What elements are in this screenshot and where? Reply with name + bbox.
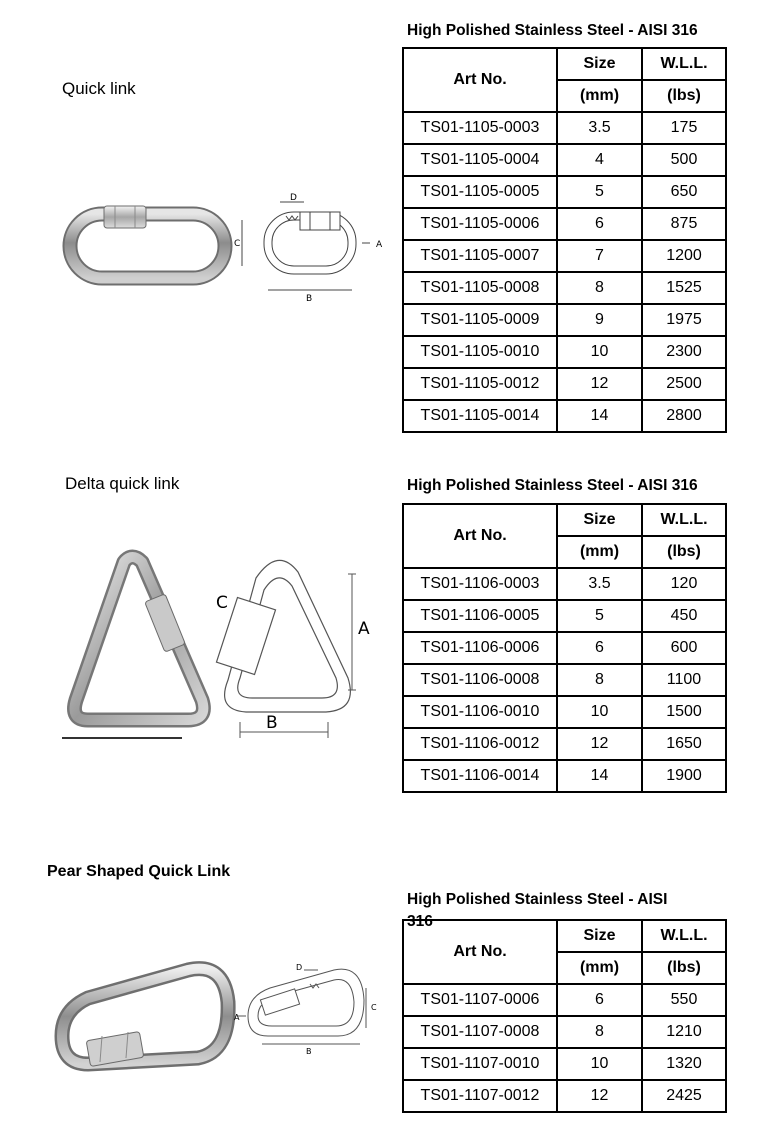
spec-table-quick-link [402,47,727,433]
diagram-label-b: B [306,294,313,304]
table-row [403,568,726,600]
table-row [403,696,726,728]
art-no-cell: TS01-1107-0012 [403,1080,557,1112]
header-wll-unit: (lbs) [642,80,726,112]
table-row [403,664,726,696]
table-row [403,984,726,1016]
diagram-label-c: C [371,1003,377,1012]
art-no-cell: TS01-1106-0010 [403,696,557,728]
table-row [403,176,726,208]
table-row [403,240,726,272]
wll-cell: 875 [642,208,726,240]
size-cell: 6 [557,632,642,664]
wll-cell: 1320 [642,1048,726,1080]
wll-cell: 1500 [642,696,726,728]
table-title-pear-quick-link: High Polished Stainless Steel - AISI [407,891,668,908]
wll-cell: 2800 [642,400,726,432]
size-cell: 10 [557,696,642,728]
art-no-cell: TS01-1106-0006 [403,632,557,664]
wll-cell: 1900 [642,760,726,792]
art-no-cell: TS01-1106-0012 [403,728,557,760]
wll-cell: 2500 [642,368,726,400]
wll-cell: 1210 [642,1016,726,1048]
wll-cell: 1200 [642,240,726,272]
size-cell: 8 [557,664,642,696]
header-size-unit: (mm) [557,536,642,568]
art-no-cell: TS01-1107-0010 [403,1048,557,1080]
size-cell: 5 [557,600,642,632]
size-cell: 9 [557,304,642,336]
size-cell: 6 [557,208,642,240]
size-cell: 12 [557,1080,642,1112]
table-title-overflow-text: 316 [407,913,433,930]
table-row [403,600,726,632]
table-row [403,1048,726,1080]
size-cell: 12 [557,728,642,760]
table-row [403,1080,726,1112]
art-no-cell: TS01-1106-0008 [403,664,557,696]
wll-cell: 650 [642,176,726,208]
header-wll: W.L.L. [642,48,726,80]
header-size: Size [557,48,642,80]
header-wll-unit: (lbs) [642,536,726,568]
size-cell: 10 [557,1048,642,1080]
wll-cell: 2425 [642,1080,726,1112]
table-row [403,336,726,368]
art-no-cell: TS01-1106-0005 [403,600,557,632]
size-cell: 4 [557,144,642,176]
art-no-cell: TS01-1106-0014 [403,760,557,792]
table-row [403,1016,726,1048]
art-no-cell: TS01-1105-0014 [403,400,557,432]
wll-cell: 1100 [642,664,726,696]
spec-table-pear-quick-link [402,919,727,1113]
wll-cell: 600 [642,632,726,664]
table-title-quick-link: High Polished Stainless Steel - AISI 316 [407,22,698,39]
diagram-label-a: A [358,619,370,639]
header-size: Size [557,920,642,952]
section-title-delta-quick-link: Delta quick link [65,474,180,493]
diagram-label-b: B [306,1047,312,1056]
art-no-cell: TS01-1105-0004 [403,144,557,176]
art-no-cell: TS01-1105-0007 [403,240,557,272]
table-row [403,304,726,336]
quick-link-photo [60,200,235,295]
size-cell: 8 [557,272,642,304]
header-wll-unit: (lbs) [642,952,726,984]
section-title-pear-quick-link: Pear Shaped Quick Link [47,863,231,880]
spec-table-delta-quick-link [402,503,727,793]
size-cell: 6 [557,984,642,1016]
size-cell: 14 [557,760,642,792]
header-art-no: Art No. [403,920,557,984]
header-size-unit: (mm) [557,952,642,984]
art-no-cell: TS01-1105-0006 [403,208,557,240]
wll-cell: 175 [642,112,726,144]
size-cell: 10 [557,336,642,368]
wll-cell: 120 [642,568,726,600]
size-cell: 7 [557,240,642,272]
table-title-delta-quick-link: High Polished Stainless Steel - AISI 316 [407,477,698,494]
wll-cell: 2300 [642,336,726,368]
wll-cell: 1525 [642,272,726,304]
size-cell: 14 [557,400,642,432]
header-size: Size [557,504,642,536]
wll-cell: 1975 [642,304,726,336]
header-size-unit: (mm) [557,80,642,112]
table-row [403,760,726,792]
pear-quick-link-photo [48,960,238,1080]
size-cell: 5 [557,176,642,208]
size-cell: 3.5 [557,112,642,144]
table-row [403,728,726,760]
diagram-label-c: C [234,239,241,249]
diagram-label-a: A [376,240,383,250]
header-wll: W.L.L. [642,504,726,536]
table-row [403,368,726,400]
size-cell: 3.5 [557,568,642,600]
header-art-no: Art No. [403,48,557,112]
wll-cell: 500 [642,144,726,176]
art-no-cell: TS01-1105-0003 [403,112,557,144]
art-no-cell: TS01-1105-0005 [403,176,557,208]
table-row [403,144,726,176]
art-no-cell: TS01-1107-0006 [403,984,557,1016]
table-row [403,208,726,240]
art-no-cell: TS01-1105-0008 [403,272,557,304]
pear-quick-link-diagram [234,960,389,1060]
wll-cell: 450 [642,600,726,632]
wll-cell: 1650 [642,728,726,760]
diagram-label-d: D [296,963,303,972]
table-row [403,632,726,664]
art-no-cell: TS01-1105-0009 [403,304,557,336]
art-no-cell: TS01-1105-0012 [403,368,557,400]
table-row [403,272,726,304]
delta-quick-link-diagram [212,550,387,740]
size-cell: 12 [557,368,642,400]
header-wll: W.L.L. [642,920,726,952]
header-art-no: Art No. [403,504,557,568]
wll-cell: 550 [642,984,726,1016]
delta-quick-link-photo [62,548,222,743]
quick-link-diagram [232,190,392,305]
table-row [403,112,726,144]
diagram-label-d: D [290,193,297,203]
diagram-label-b: B [266,713,278,733]
diagram-label-a: A [234,1013,240,1022]
diagram-label-c: C [216,593,228,613]
section-title-quick-link: Quick link [62,79,136,98]
art-no-cell: TS01-1107-0008 [403,1016,557,1048]
size-cell: 8 [557,1016,642,1048]
art-no-cell: TS01-1105-0010 [403,336,557,368]
art-no-cell: TS01-1106-0003 [403,568,557,600]
table-row [403,400,726,432]
